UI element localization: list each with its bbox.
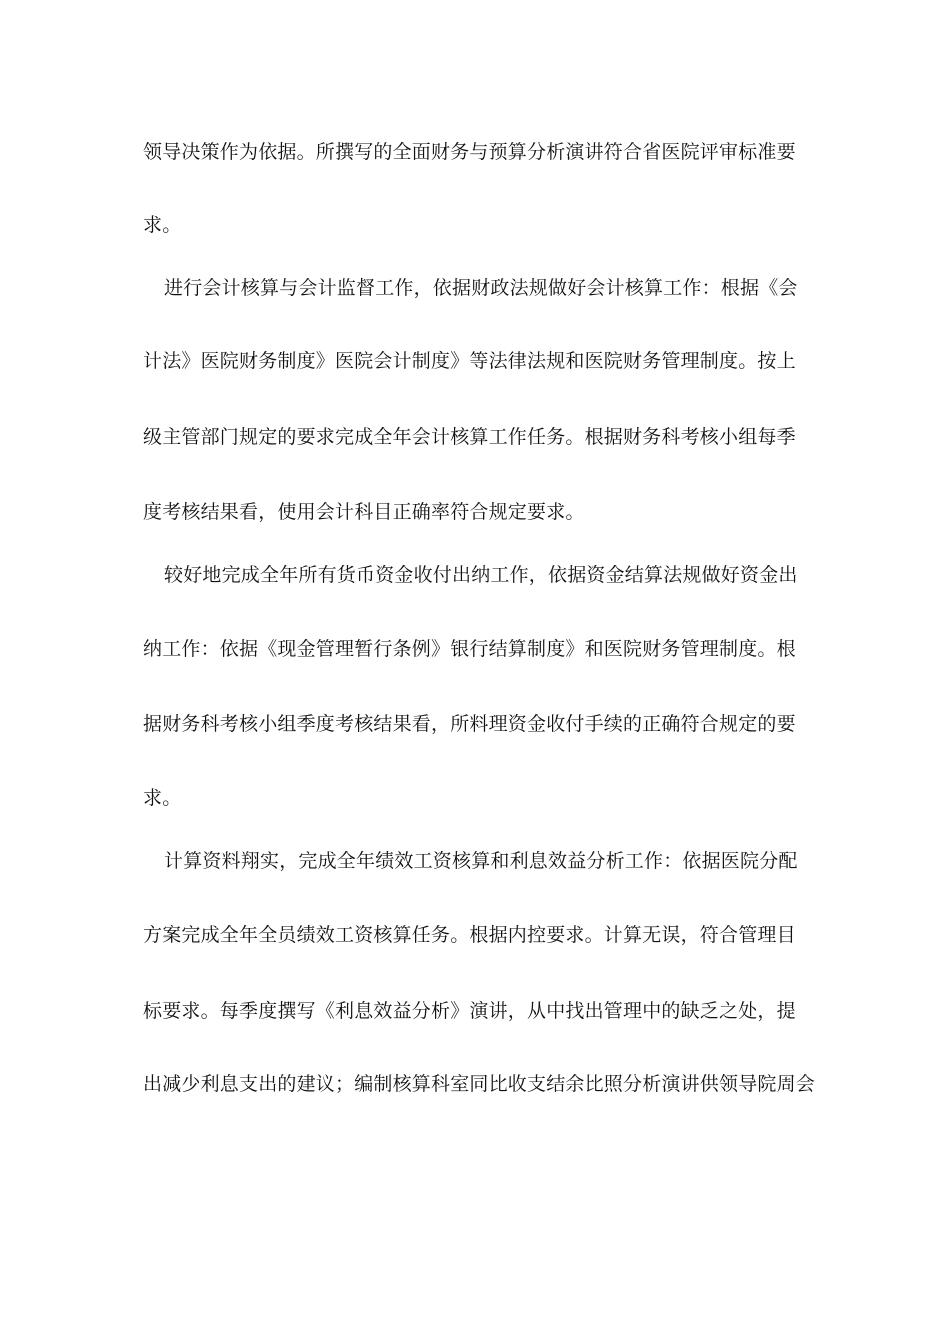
- text-line: 出减少利息支出的建议；编制核算科室同比收支结余比照分析演讲供领导院周会: [143, 1073, 816, 1095]
- text-line: 纳工作：依据《现金管理暂行条例》银行结算制度》和医院财务管理制度。根: [143, 638, 796, 660]
- paragraph-first-line: 计算资料翔实，完成全年绩效工资核算和利息效益分析工作：依据医院分配: [164, 850, 798, 872]
- paragraph-first-line: 较好地完成全年所有货币资金收付出纳工作，依据资金结算法规做好资金出: [164, 564, 798, 586]
- text-line: 度考核结果看，使用会计科目正确率符合规定要求。: [143, 501, 585, 523]
- text-line: 计法》医院财务制度》医院会计制度》等法律法规和医院财务管理制度。按上: [143, 350, 796, 372]
- text-line: 据财务科考核小组季度考核结果看，所料理资金收付手续的正确符合规定的要: [143, 713, 796, 735]
- text-line: 求。: [143, 787, 182, 809]
- text-line: 方案完成全年全员绩效工资核算任务。根据内控要求。计算无误，符合管理目: [143, 924, 796, 946]
- paragraph-first-line: 进行会计核算与会计监督工作，依据财政法规做好会计核算工作：根据《会: [164, 277, 798, 299]
- text-line: 标要求。每季度撰写《利息效益分析》演讲，从中找出管理中的缺乏之处，提: [143, 1000, 796, 1022]
- text-line: 求。: [143, 214, 182, 236]
- text-line: 领导决策作为依据。所撰写的全面财务与预算分析演讲符合省医院评审标准要: [143, 141, 796, 163]
- text-line: 级主管部门规定的要求完成全年会计核算工作任务。根据财务科考核小组每季: [143, 426, 796, 448]
